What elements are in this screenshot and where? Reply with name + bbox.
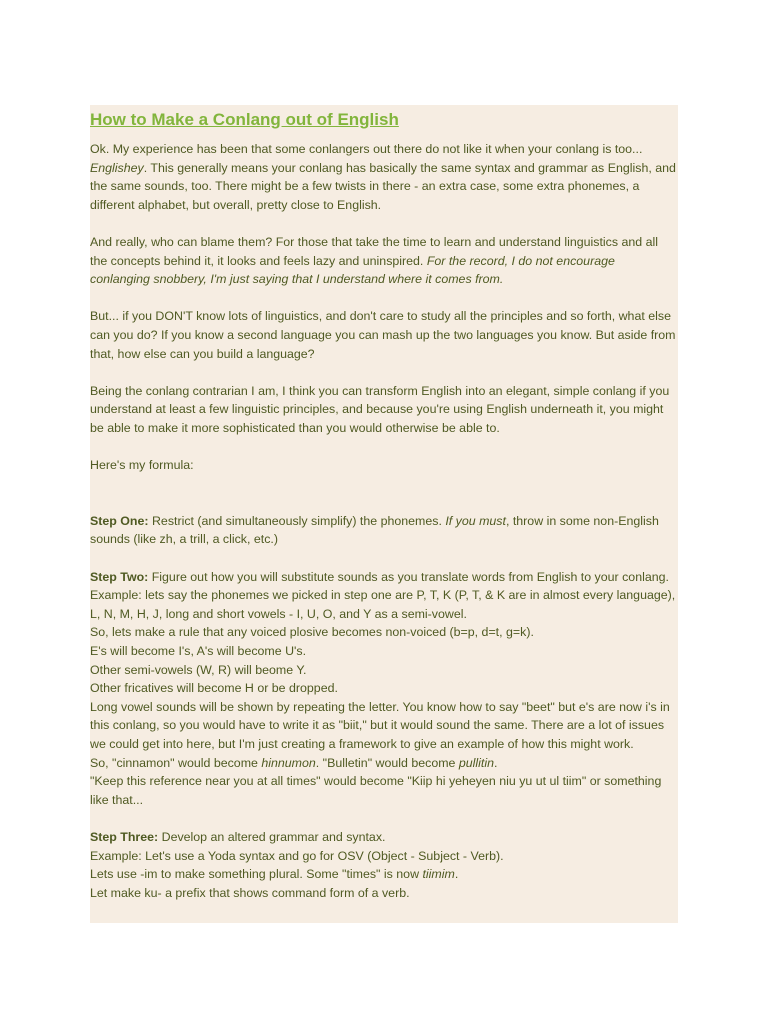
paragraph-contrarian: Being the conlang contrarian I am, I think you can transform English into an elegant, simple conlang if you understand at least a few linguistic principles, and because you're using English underneath it, you might be able to make it more sophisticated than you would otherwise be able to. [90,383,670,435]
paragraph-intro [90,140,678,214]
blog-post [90,105,678,923]
step-three-line: Let make ku- a prefix that shows command form of a verb. [90,885,410,900]
step-three-line: Example: Let's use a Yoda syntax and go for OSV (Object - Subject - Verb). [90,848,504,863]
step-three-intro [90,828,678,847]
step-three-line [90,865,678,884]
paragraph-linguistics: But... if you DON'T know lots of linguistics, and don't care to study all the principles and so forth, what else can you do? If you know a second language you can mash up the two languages you know. But aside from that, how else can you build a language? [90,309,676,361]
italic-text: hinnumon [261,755,316,770]
paragraph-formula: Here's my formula: [90,458,194,473]
step-two-line: Long vowel sounds will be shown by repeating the letter. You know how to say "beet" but e's are now i's in this conlang, so you would have to write it as "biit," but it would sound the same. There are a lot of issues we could get into here, but I'm just creating a framework to give an example of how this might work. [90,699,670,751]
text: Lets use -im to make something plural. Some "times" is now [90,867,423,882]
step-two-line: E's will become I's, A's will become U's. [90,644,307,659]
text: . "Bulletin" would become [315,755,459,770]
step-two-line: So, lets make a rule that any voiced plosive becomes non-voiced (b=p, d=t, g=k). [90,625,534,640]
step-one-label: Step One: [90,513,149,528]
text: Develop an altered grammar and syntax. [158,829,386,844]
italic-text: Englishey [90,160,144,175]
text: And really, who can blame them? For those that take the time to learn and understand linguistics and all the concepts behind it, it looks and feels lazy and uninspired. [90,234,658,268]
text: Restrict (and simultaneously simplify) the phonemes. [148,513,446,528]
step-two [90,568,678,810]
spacer [90,493,678,512]
text: So, "cinnamon" would become [90,755,262,770]
step-two-line [90,754,678,773]
italic-text: For the record, I do not encourage conlanging snobbery, I'm just saying that I understand where it comes from. [90,253,615,287]
text: . [454,867,459,882]
text: . [494,755,498,770]
italic-text: tiimim [422,867,455,882]
post-body [90,140,678,902]
step-three [90,828,678,902]
step-two-line: "Keep this reference near you at all times" would become "Kiip hi yeheyen niu yu ut ul tiim" or something like that... [90,774,662,807]
step-two-intro [90,568,678,587]
step-two-line: Other semi-vowels (W, R) will beome Y. [90,662,307,677]
text: , throw in some non-English sounds (like zh, a trill, a click, etc.) [90,513,659,547]
step-three-label: Step Three: [90,829,159,844]
step-two-line: Example: lets say the phonemes we picked in step one are P, T, K (P, T, & K are in almost every language), L, N, M, H, J, long and short vowels - I, U, O, and Y as a semi-vowel. [90,588,676,621]
step-one [90,512,678,549]
text: Ok. My experience has been that some conlangers out there do not like it when your conlang is too... [90,142,643,156]
italic-text: pullitin [458,755,495,770]
post-title-link[interactable]: How to Make a Conlang out of English [90,110,399,129]
paragraph-blame [90,233,678,289]
italic-text: If you must [445,513,506,528]
step-two-line: Other fricatives will become H or be dropped. [90,681,338,696]
text: Figure out how you will substitute sounds as you translate words from English to your conlang. [148,569,669,584]
step-two-label: Step Two: [90,569,149,584]
text: . This generally means your conlang has basically the same syntax and grammar as English, and the same sounds, too. There might be a few twists in there - an extra case, some extra phonemes, a different alphabet, but overall, pretty close to English. [90,160,676,212]
